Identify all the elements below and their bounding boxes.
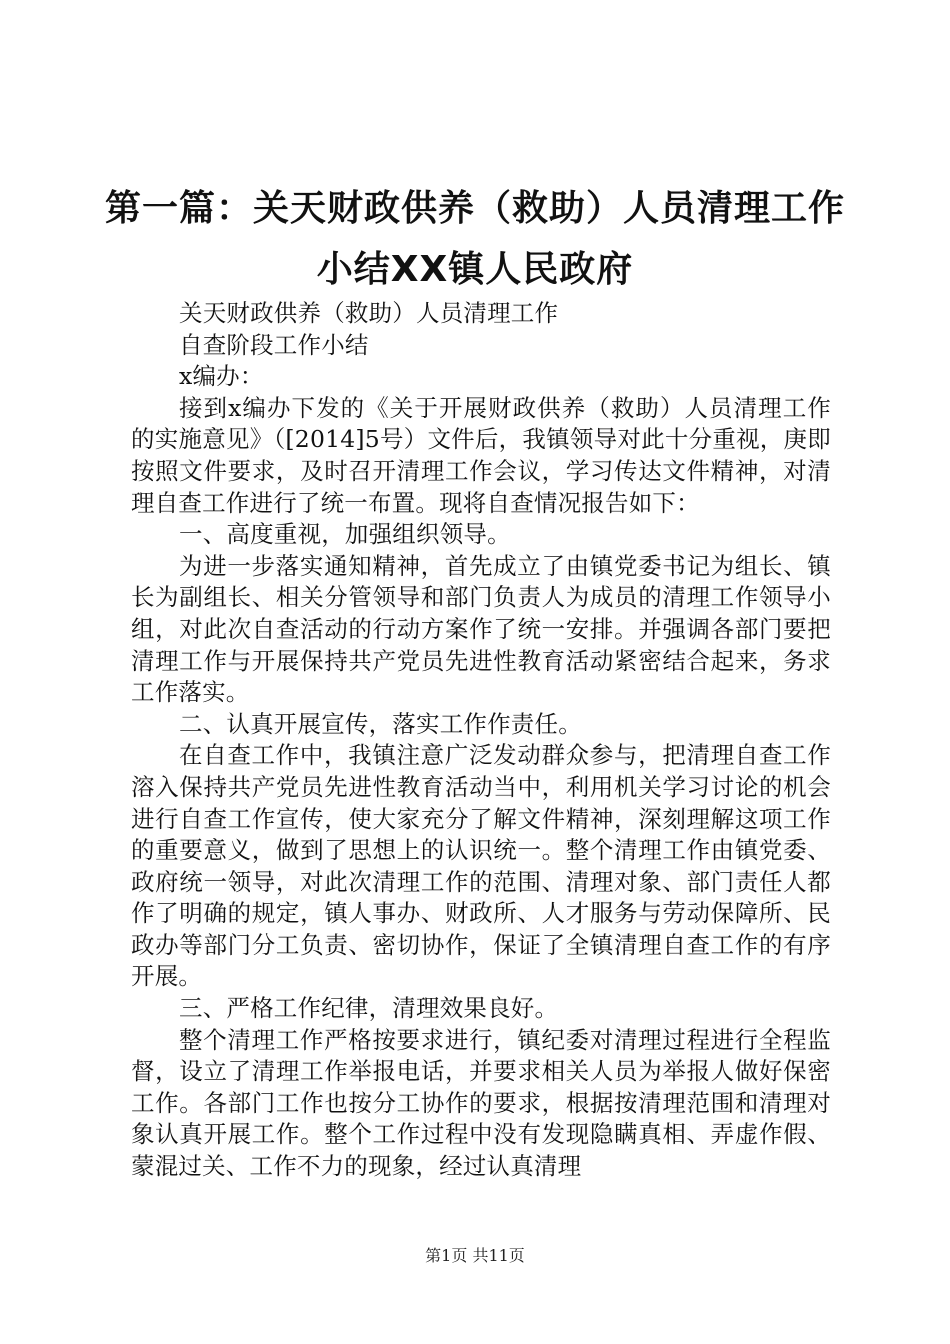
paragraph-heading-1: 关天财政供养（救助）人员清理工作 [179,299,559,327]
paragraph-salutation: x编办： [179,362,264,391]
section-heading-2: 二、认真开展宣传，落实工作作责任。 [179,709,582,738]
section-heading-1: 一、高度重视，加强组织领导。 [179,520,511,549]
page-footer: 第1页 共11页 [425,1246,525,1265]
paragraph-heading-2: 自查阶段工作小结 [179,330,369,359]
paragraph-section-2: 在自查工作中，我镇注意广泛发动群众参与，把清理自查工作溶入保持共产党员先进性教育活动当中，利用机关学习讨论的机会进行自查工作宣传，使大家充分了解文件精神，深刻理解这项工作的重要意义，做到了思想上的认识统一。整个清理工作由镇党委、政府统一领导，对此次清理工作的范围、清理对象、部门责任人都作了明确的规定，镇人事办、财政所、人才服务与劳动保障所、民政办等部门分工负责、密切协作，保证了全镇清理自查工作的有序开展。 [131,741,831,991]
paragraph-intro: 接到x编办下发的《关于开展财政供养（救助）人员清理工作的实施意见》（[2014]5号）文件后，我镇领导对此十分重视，庚即按照文件要求，及时召开清理工作会议，学习传达文件精神，对清理自查工作进行了统一布置。现将自查情况报告如下： [131,393,831,517]
paragraph-section-1: 为进一步落实通知精神，首先成立了由镇党委书记为组长、镇长为副组长、相关分管领导和部门负责人为成员的清理工作领导小组，对此次自查活动的行动方案作了统一安排。并强调各部门要把清理工作与开展保持共产党员先进性教育活动紧密结合起来，务求工作落实。 [131,551,831,707]
document-title-line-2: 小结XX镇人民政府 [316,249,634,290]
document-title-line-1: 第一篇：关天财政供养（救助）人员清理工作 [104,188,845,229]
paragraph-section-3: 整个清理工作严格按要求进行，镇纪委对清理过程进行全程监督，设立了清理工作举报电话，并要求相关人员为举报人做好保密工作。各部门工作也按分工协作的要求，根据按清理范围和清理对象认真开展工作。整个工作过程中没有发现隐瞒真相、弄虚作假、蒙混过关、工作不力的现象，经过认真清理 [131,1025,831,1181]
section-heading-3: 三、严格工作纪律，清理效果良好。 [179,994,559,1023]
document-body [131,298,831,1183]
